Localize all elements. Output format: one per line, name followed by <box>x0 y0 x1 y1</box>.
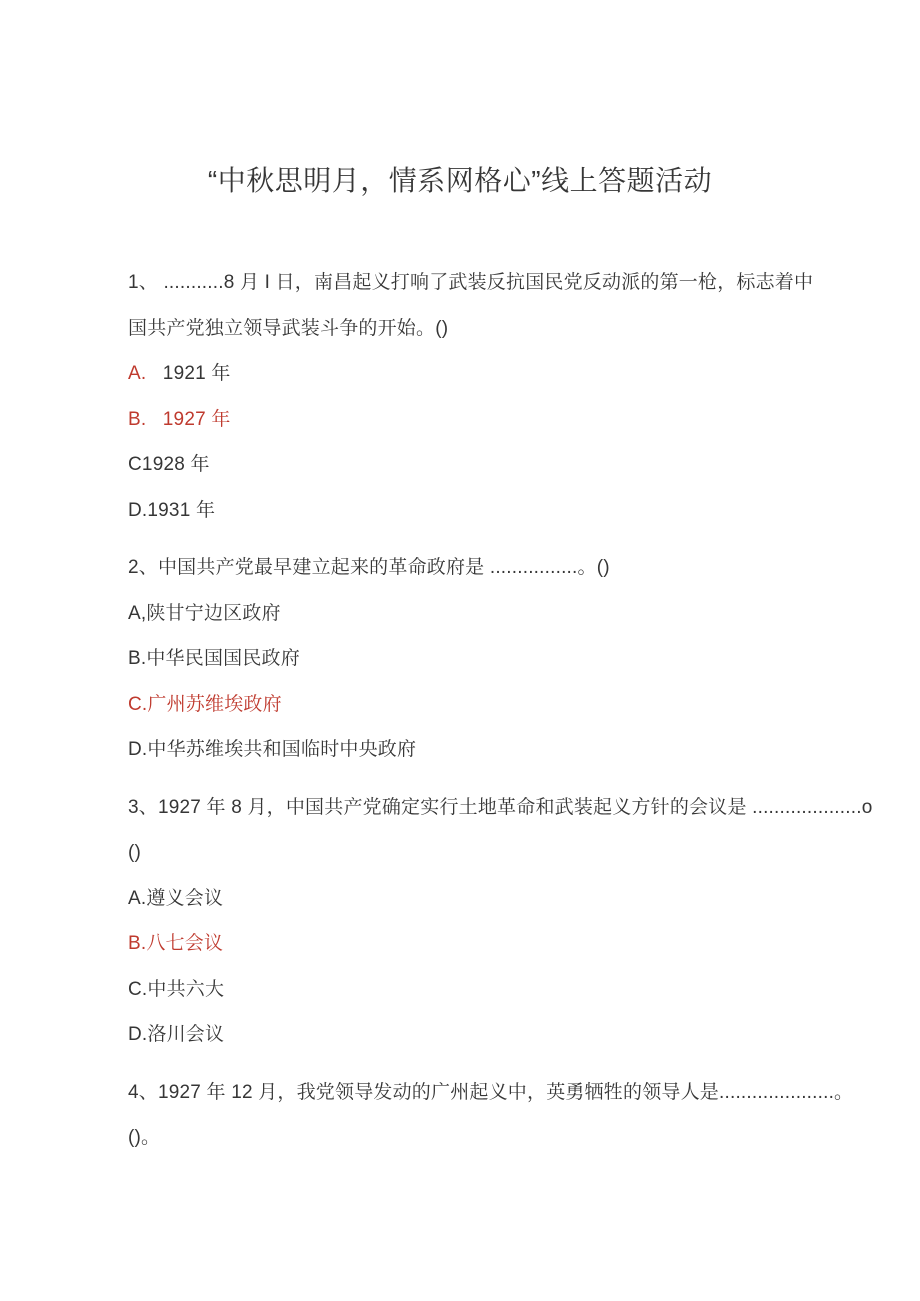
option-segment: C.中共六大 <box>128 978 225 1000</box>
question-text-line: 3、1927 年 8 月，中国共产党确定实行土地革命和武装起义方针的会议是 ....................o <box>128 796 873 818</box>
question-block-q3 <box>128 785 873 1058</box>
question-text-line: () <box>128 842 142 863</box>
option-line <box>128 351 808 397</box>
option-segment: B. 1927 年 <box>128 408 231 430</box>
question-text-line: ()。 <box>128 1127 161 1148</box>
question-block-q1 <box>128 260 814 533</box>
page-title: “中秋思明月，情系网格心”线上答题活动 <box>207 165 713 196</box>
option-segment: D.1931 年 <box>128 499 216 521</box>
question-text-line: 2、中国共产党最早建立起来的革命政府是 ................。() <box>128 557 610 578</box>
option-line <box>128 442 808 488</box>
option-line <box>128 876 808 922</box>
option-line <box>128 591 808 637</box>
option-line <box>128 397 808 443</box>
option-segment: A.遵义会议 <box>128 887 224 909</box>
option-line <box>128 727 808 773</box>
option-segment: D.中华苏维埃共和国临时中央政府 <box>128 739 417 760</box>
option-segment: C.广州苏维埃政府 <box>128 693 282 715</box>
option-segment: 1921 年 <box>146 363 231 384</box>
option-line <box>128 682 808 728</box>
option-line <box>128 488 808 534</box>
option-line <box>128 921 808 967</box>
option-segment: B.中华民国国民政府 <box>128 648 300 669</box>
option-segment: A. <box>128 363 147 384</box>
question-text-line: 4、1927 年 12 月，我党领导发动的广州起义中，英勇牺牲的领导人是.....................。 <box>128 1081 854 1103</box>
question-block-q4 <box>128 1070 854 1161</box>
question-text-line: 国共产党独立领导武装斗争的开始。() <box>128 317 449 339</box>
option-line <box>128 967 808 1013</box>
option-segment: A,陕甘宁边区政府 <box>128 602 281 624</box>
question-block-q2 <box>128 545 808 773</box>
question-text-line: 1、 ...........8 月 I 日，南昌起义打响了武装反抗国民党反动派的第一枪，标志着中 <box>128 272 814 293</box>
question-list <box>128 260 873 1161</box>
option-line <box>128 636 808 682</box>
option-segment: C1928 年 <box>128 454 210 475</box>
option-segment: B.八七会议 <box>128 933 224 954</box>
option-segment: D.洛川会议 <box>128 1024 225 1045</box>
option-line <box>128 1012 808 1058</box>
